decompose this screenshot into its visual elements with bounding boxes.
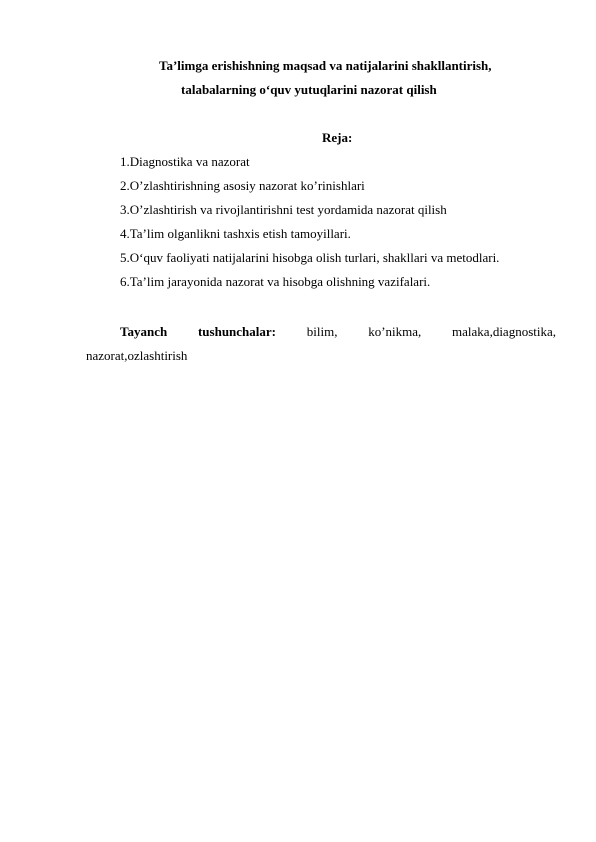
plan-list: [120, 154, 499, 298]
key-concepts-line-1: [86, 324, 556, 340]
document-title-line-1: Ta’limga erishishning maqsad va natijalarini shakllantirish,: [159, 58, 492, 73]
plan-item: 3.O’zlashtirish va rivojlantirishni test yordamida nazorat qilish: [120, 202, 447, 217]
plan-item: 4.Ta’lim olganlikni tashxis etish tamoyillari.: [120, 226, 351, 241]
plan-item: 1.Diagnostika va nazorat: [120, 154, 250, 169]
key-concepts-line-2: nazorat,ozlashtirish: [86, 348, 188, 363]
key-concepts-label-word-2: tushunchalar:: [197, 324, 276, 339]
key-concept-term: bilim,: [306, 324, 338, 339]
plan-item: 5.O‘quv faoliyati natijalarini hisobga olish turlari, shakllari va metodlari.: [120, 250, 500, 265]
key-concept-term: malaka,diagnostika,: [452, 324, 556, 339]
document-title-line-2: talabalarning o‘quv yutuqlarini nazorat qilish: [181, 82, 437, 97]
key-concepts-paragraph: [86, 324, 556, 364]
key-concepts-label-word-1: Tayanch: [120, 324, 168, 339]
plan-item: 2.O’zlashtirishning asosiy nazorat ko’rinishlari: [120, 178, 365, 193]
plan-heading: Reja:: [322, 130, 353, 145]
plan-item: 6.Ta’lim jarayonida nazorat va hisobga olishning vazifalari.: [120, 274, 431, 289]
key-concept-term: ko’nikma,: [368, 324, 422, 339]
